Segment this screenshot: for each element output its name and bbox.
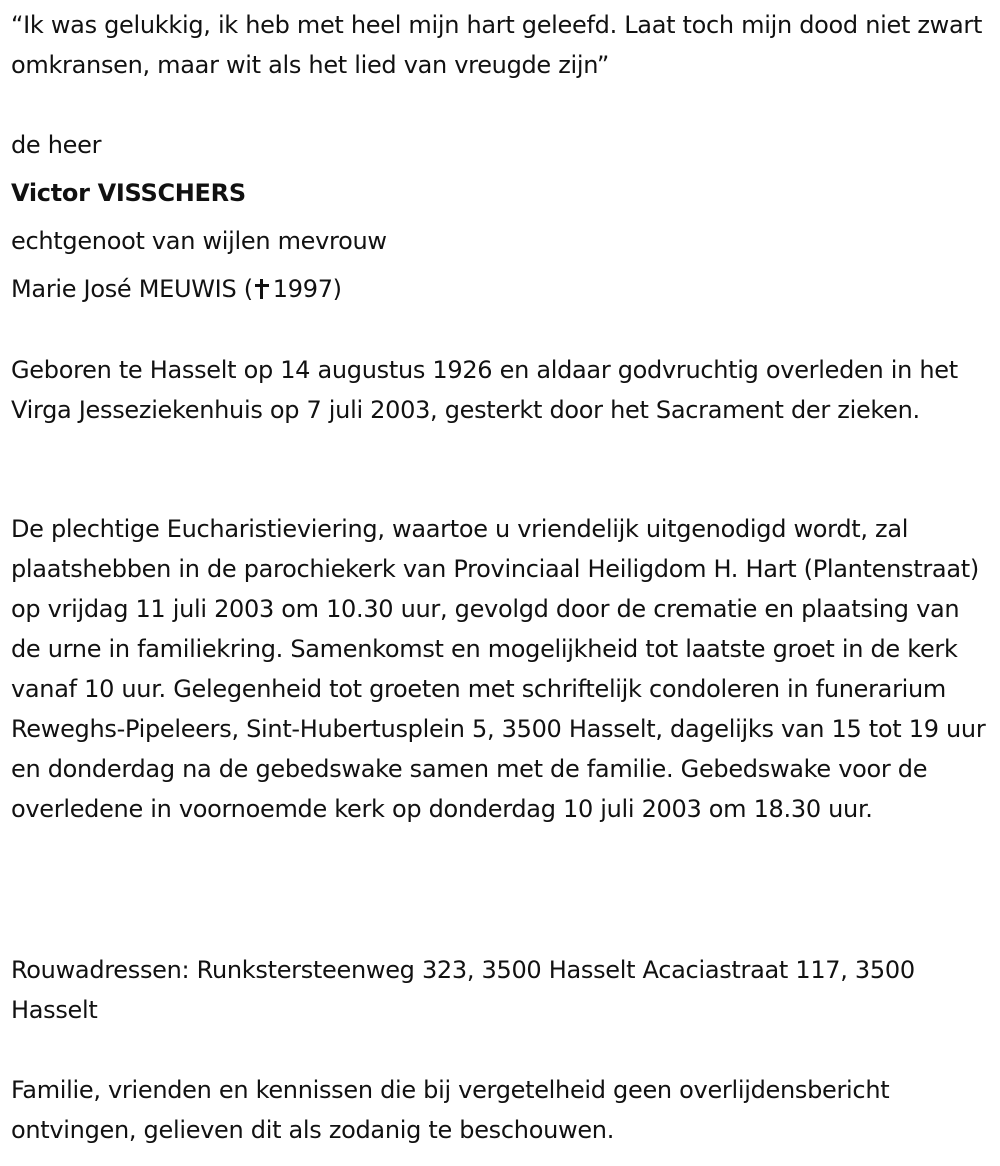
closing-paragraph: Familie, vrienden en kennissen die bij vergetelheid geen overlijdensbericht ontvingen, gelieven dit als zodanig te beschouwen.	[11, 1076, 890, 1144]
ceremony-paragraph: De plechtige Eucharistieviering, waartoe u vriendelijk uitgenodigd wordt, zal plaatshebben in de parochiekerk van Provinciaal Heiligdom H. Hart (Plantenstraat) op vrijdag 11 juli 2003 om 10.30 uur, gevolgd door de crematie en plaatsing van de urne in familiekring. Samenkomst en mogelijkheid tot laatste groet in de kerk vanaf 10 uur. Gelegenheid tot groeten met schriftelijk condoleren in funerarium Reweghs-Pipeleers, Sint-Hubertusplein 5, 3500 Hasselt, dagelijks van 15 tot 19 uur en donderdag na de gebedswake samen met de familie. Gebedswake voor de overledene in voornoemde kerk op donderdag 10 juli 2003 om 18.30 uur.	[11, 515, 986, 823]
mourning-addresses: Rouwadressen: Runkstersteenweg 323, 3500 Hasselt Acaciastraat 117, 3500 Hasselt	[11, 956, 915, 1024]
spouse-name-line	[11, 269, 342, 309]
deceased-name: Victor VISSCHERS	[11, 179, 246, 207]
spouse-name: Marie José MEUWIS (	[11, 275, 253, 303]
cross-icon	[255, 279, 269, 299]
deceased-title: de heer	[11, 131, 102, 159]
opening-quote: “Ik was gelukkig, ik heb met heel mijn hart geleefd. Laat toch mijn dood niet zwart omkransen, maar wit als het lied van vreugde zijn”	[11, 11, 983, 79]
birth-death-paragraph: Geboren te Hasselt op 14 augustus 1926 en aldaar godvruchtig overleden in het Virga Jesseziekenhuis op 7 juli 2003, gesterkt door het Sacrament der zieken.	[11, 356, 958, 424]
spouse-label: echtgenoot van wijlen mevrouw	[11, 227, 387, 255]
spouse-death-year: 1997)	[272, 275, 342, 303]
